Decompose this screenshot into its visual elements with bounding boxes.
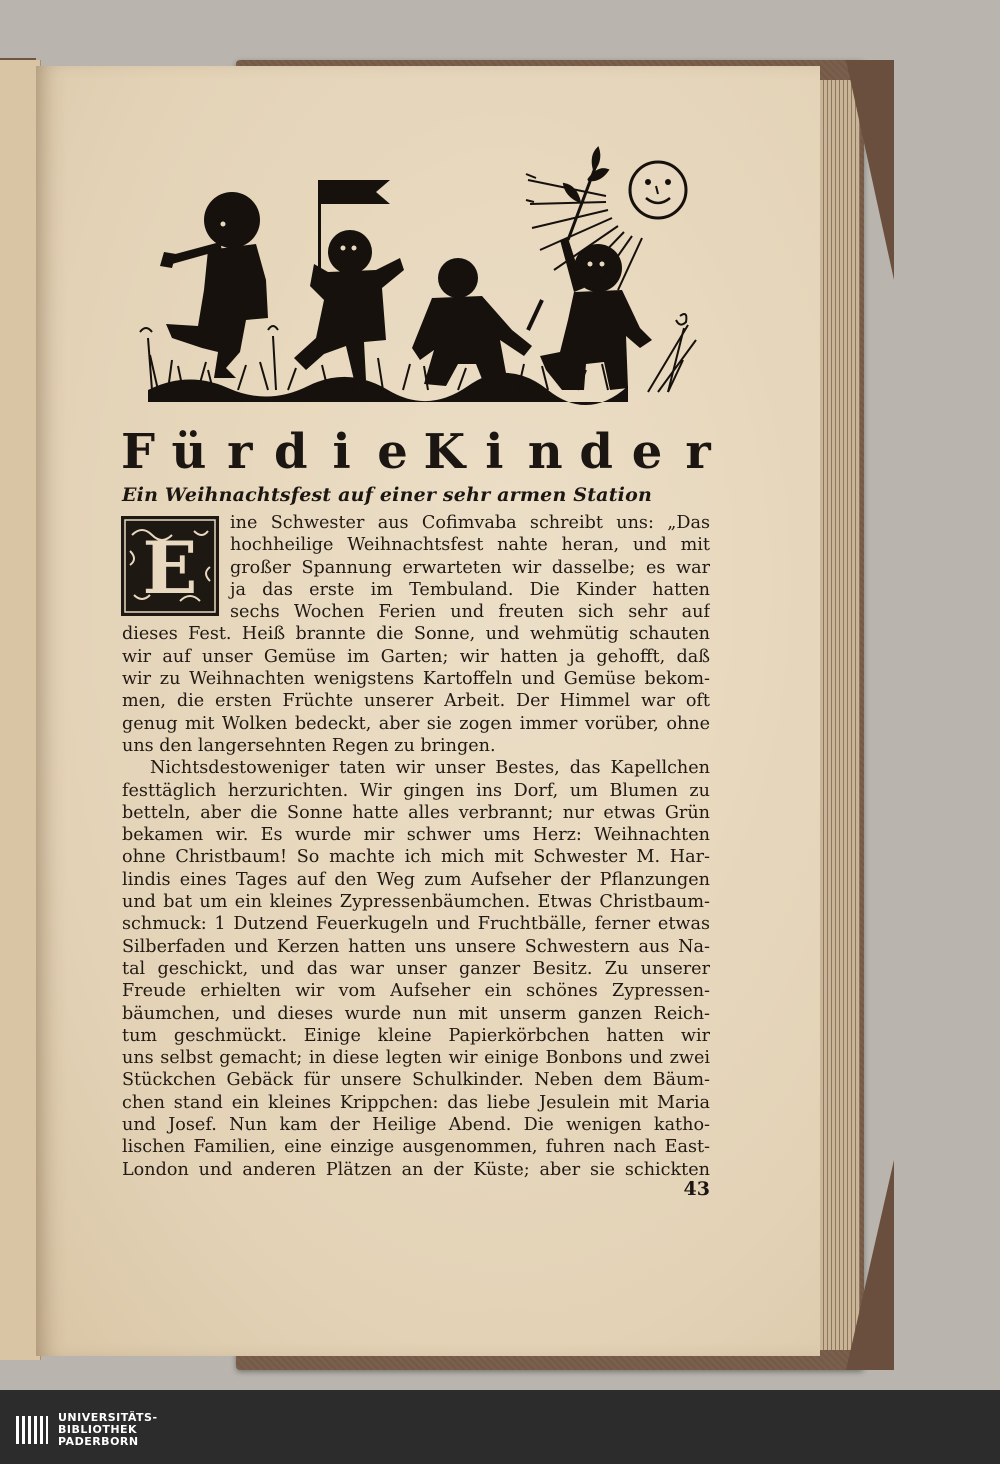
text-line: Nichtsdestoweniger taten wir unser Bestes, das Kapellchen <box>150 758 710 779</box>
text-line: Stückchen Gebäck für unsere Schulkinder. Neben dem Bäum- <box>122 1070 710 1091</box>
logo-line: PADERBORN <box>58 1435 139 1448</box>
text-line: genug mit Wolken bedeckt, aber sie zogen immer vorüber, ohne <box>122 713 710 734</box>
text-line: wir zu Weihnachten wenigstens Kartoffeln und Gemüse bekom- <box>122 669 710 690</box>
article-subtitle: Ein Weihnachtsfest auf einer sehr armen Station <box>122 484 652 506</box>
text-line: und bat um ein kleines Zypressenbäumchen. Etwas Christbaum- <box>122 892 710 913</box>
text-line: Freude erhielten wir vom Aufseher ein schönes Zypressen- <box>122 981 710 1002</box>
text-line: ohne Christbaum! So machte ich mich mit Schwester M. Har- <box>122 847 710 868</box>
text-line: London und anderen Plätzen an der Küste; aber sie schickten <box>122 1159 710 1180</box>
text-line: wir auf unser Gemüse im Garten; wir hatten ja gehofft, daß <box>122 646 710 667</box>
text-line: sechs Wochen Ferien und freuten sich sehr auf <box>230 602 710 623</box>
children-silhouette-illustration <box>128 140 708 410</box>
heading-letter: r <box>227 424 253 480</box>
text-line: und Josef. Nun kam der Heilige Abend. Die wenigen katho- <box>122 1115 710 1136</box>
text-line: Silberfaden und Kerzen hatten uns unsere Schwestern aus Na- <box>122 936 710 957</box>
text-line: bäumchen, und dieses wurde nun mit unserm ganzen Reich- <box>122 1003 710 1024</box>
page-heading <box>118 422 718 482</box>
left-page <box>0 60 41 1360</box>
heading-letter: d <box>273 424 308 480</box>
heading-letter: i <box>485 424 504 480</box>
heading-letter: i <box>332 424 351 480</box>
heading-letter: e <box>377 424 408 480</box>
text-line: men, die ersten Früchte unserer Arbeit. Der Himmel war oft <box>122 691 710 712</box>
text-line: festtäglich herzurichten. Wir gingen ins Dorf, um Blumen zu <box>122 780 710 801</box>
initial-letter: E <box>142 525 198 610</box>
heading-letter: ü <box>171 424 207 480</box>
heading-letter: d <box>579 424 613 480</box>
page-number: 43 <box>683 1178 710 1200</box>
library-logo-icon <box>14 1412 50 1448</box>
logo-line: UNIVERSITÄTS- <box>58 1411 158 1424</box>
heading-letter: r <box>685 424 711 480</box>
text-line: betteln, aber die Sonne hatte alles verbrannt; nur etwas Grün <box>122 802 710 823</box>
heading-letter: F <box>120 424 156 480</box>
library-logo-text <box>58 1412 158 1448</box>
text-line: lischen Familien, eine einzige ausgenommen, fuhren nach East- <box>122 1137 710 1158</box>
heading-letter: e <box>631 424 663 480</box>
heading-letter: K <box>423 424 466 480</box>
text-line: tum geschmückt. Einige kleine Papierkörbchen hatten wir <box>122 1025 710 1046</box>
text-line: uns selbst gemacht; in diese legten wir einige Bonbons und zwei <box>122 1048 710 1069</box>
text-line: dieses Fest. Heiß brannte die Sonne, und wehmütig schauten <box>122 624 710 645</box>
text-line: großer Spannung erwarteten wir dasselbe; es war <box>230 557 710 578</box>
text-line: ja das erste im Tembuland. Die Kinder hatten <box>230 579 710 600</box>
text-line: tal geschickt, und das war unser ganzer Besitz. Zu unserer <box>122 958 710 979</box>
text-line: lindis eines Tages auf den Weg zum Aufseher der Pflanzungen <box>122 869 710 890</box>
text-line: bekamen wir. Es wurde mir schwer ums Herz: Weihnachten <box>122 825 710 846</box>
text-line: uns den langersehnten Regen zu bringen. <box>122 735 496 756</box>
text-line: hochheilige Weihnachtsfest nahte heran, und mit <box>230 535 710 556</box>
text-line: chen stand ein kleines Krippchen: das liebe Jesulein mit Maria <box>122 1092 710 1113</box>
heading-letter: n <box>527 424 563 480</box>
body-text <box>122 512 710 1181</box>
text-line: ine Schwester aus Cofimvaba schreibt uns: „Das <box>230 513 710 533</box>
logo-line: BIBLIOTHEK <box>58 1423 138 1436</box>
text-line: schmuck: 1 Dutzend Feuerkugeln und Fruchtbälle, ferner etwas <box>122 914 710 935</box>
